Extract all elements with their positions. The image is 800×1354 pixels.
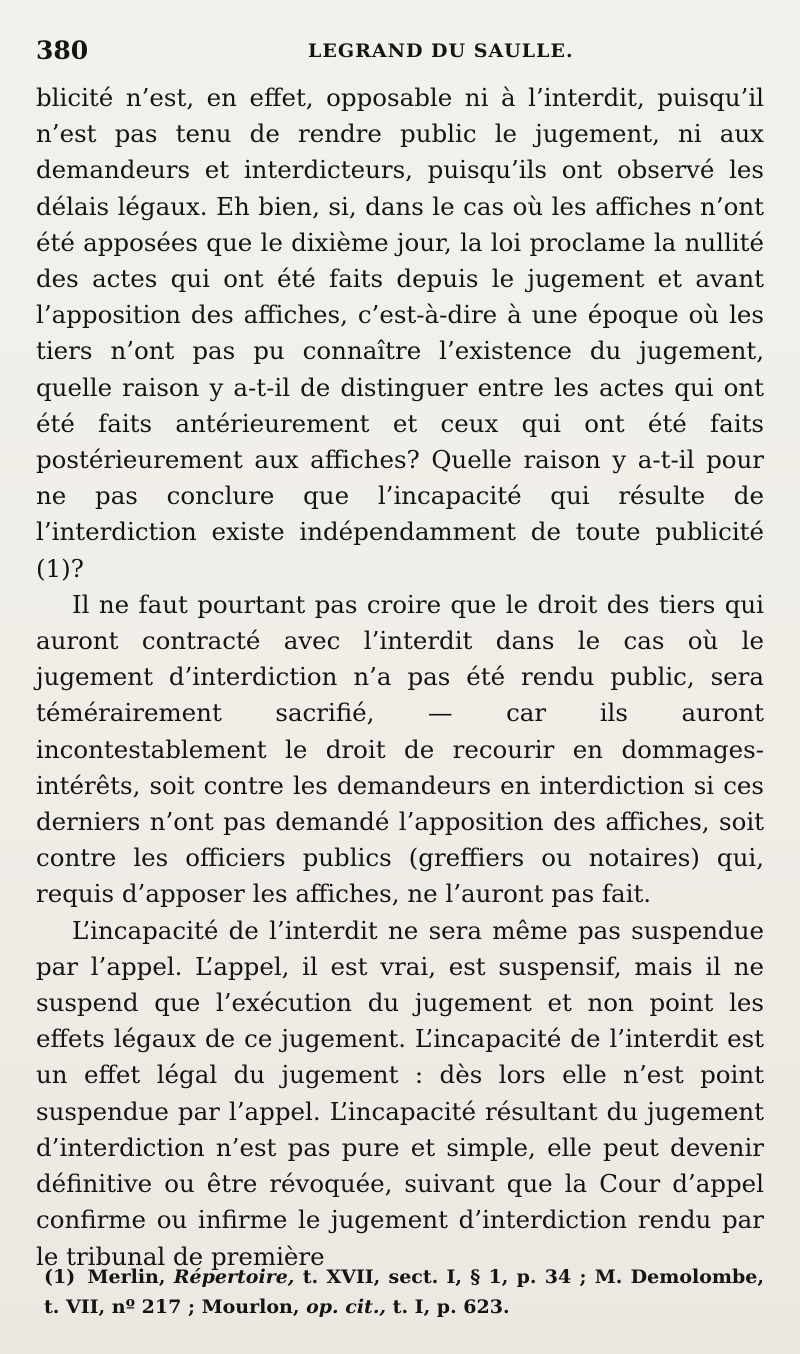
footnote-work-repertoire: Répertoire, [173, 1266, 295, 1288]
paragraph-continuation: blicité n’est, en effet, opposable ni à l’interdit, puisqu’il n’est pas tenu de rendre public le jugement, ni aux demandeurs et interdicteurs, puisqu’ils ont observé les délais légaux. Eh bien, si, dans le cas où les affiches n’ont été apposées que le dixième jour, la loi proclame la nullité des actes qui ont été faits depuis le jugement et avant l’apposition des affiches, c’est-à-dire à une époque où les tiers n’ont pas pu connaître l’existence du jugement, quelle raison y a-t-il de distinguer entre les actes qui ont été faits antérieurement et ceux qui ont été faits postérieurement aux affiches? Quelle raison y a-t-il pour ne pas conclure que l’incapacité qui résulte de l’interdiction existe indépendamment de toute publicité (1)? [36, 83, 764, 583]
footnote-ref-merlin: t. XVII, sect. I, § 1, p. 34 ; [302, 1266, 587, 1288]
page-header [36, 36, 766, 76]
paragraph-appeal: L’incapacité de l’interdit ne sera même pas suspendue par l’appel. L’appel, il est vrai, est suspensif, mais il ne suspend que l’exécution du jugement et non point les effets légaux de ce jugement. L’incapacité de l’interdit est un effet légal du jugement : dès lors elle n’est point suspendue par l’appel. L’incapacité résultant du jugement d’interdiction n’est pas pure et simple, elle peut devenir définitive ou être révoquée, suivant que la Cour d’appel confirme ou infirme le jugement d’interdiction rendu par le tribunal de première [36, 915, 764, 1271]
footnote [44, 1262, 764, 1322]
body-text [36, 80, 764, 1275]
footnote-ref-mourlon: t. I, p. 623. [392, 1296, 510, 1318]
footnote-author-merlin: Merlin, [87, 1266, 166, 1288]
footnote-work-opcit: op. cit., [306, 1296, 387, 1318]
page-number: 380 [36, 36, 89, 65]
footnote-separator [36, 1236, 764, 1237]
paragraph-third-party-rights: Il ne faut pourtant pas croire que le droit des tiers qui auront contracté avec l’interdit dans le cas où le jugement d’interdiction n’a pas été rendu public, sera témérairement sacrifié, — car ils auront incontestablement le droit de recourir en dommages-intérêts, soit contre les demandeurs en interdiction si ces derniers n’ont pas demandé l’apposition des affiches, soit contre les officiers publics (greffiers ou notaires) qui, requis d’apposer les affiches, ne l’auront pas fait. [36, 589, 764, 909]
footnote-marker: (1) [44, 1266, 76, 1288]
running-head: LEGRAND DU SAULLE. [308, 40, 574, 62]
footnote-author-demolombe-mourlon: M. Demolombe, t. VII, nº 217 ; Mourlon, [44, 1266, 765, 1318]
